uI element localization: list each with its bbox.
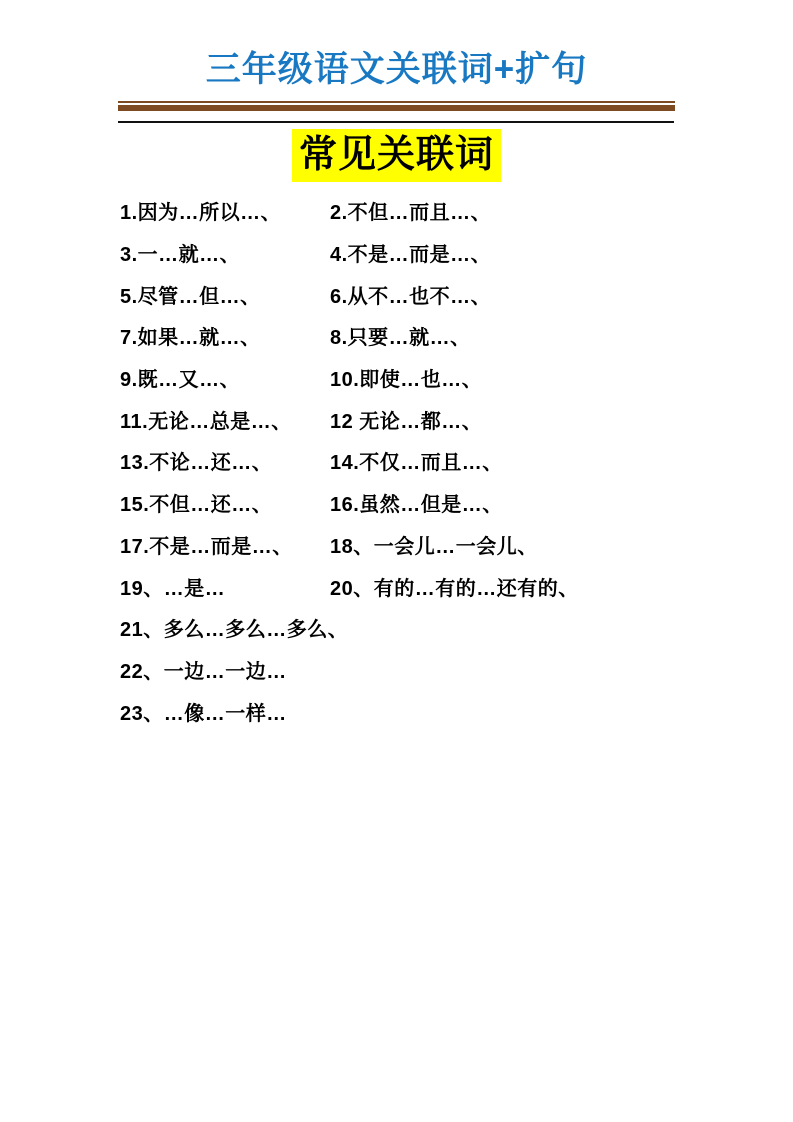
list-item-12: 12 无论…都…、 <box>330 410 483 433</box>
page-title: 三年级语文关联词+扩句 <box>205 50 588 89</box>
conjunction-list <box>120 190 680 732</box>
list-item-3: 3.一…就…、 <box>120 244 241 267</box>
section-heading <box>0 129 793 182</box>
list-item-23: 23、…像…一样… <box>120 702 287 725</box>
list-item-4: 4.不是…而是…、 <box>330 244 492 267</box>
list-item-21: 21、多么…多么…多么、 <box>120 619 349 642</box>
section-heading-highlight: 常见关联词 <box>292 129 501 182</box>
section-divider-line <box>118 121 674 123</box>
list-item-empty-c <box>330 690 680 732</box>
list-item-22: 22、一边…一边… <box>120 660 287 683</box>
list-item-8: 8.只要…就…、 <box>330 327 471 350</box>
list-item-11: 11.无论…总是…、 <box>120 410 292 433</box>
list-item-empty-b <box>330 649 680 691</box>
list-item-13: 13.不论…还…、 <box>120 452 273 475</box>
list-item-18: 18、一会儿…一会儿、 <box>330 535 538 558</box>
rule-thick-line <box>118 105 675 111</box>
list-item-5: 5.尽管…但…、 <box>120 285 261 308</box>
list-item-16: 16.虽然…但是…、 <box>330 494 503 517</box>
list-item-15: 15.不但…还…、 <box>120 494 273 517</box>
list-item-14: 14.不仅…而且…、 <box>330 452 503 475</box>
list-item-6: 6.从不…也不…、 <box>330 285 492 308</box>
list-item-empty-a <box>330 607 680 649</box>
list-item-10: 10.即使…也…、 <box>330 369 483 392</box>
list-item-7: 7.如果…就…、 <box>120 327 261 350</box>
title-underline-rule <box>118 101 675 111</box>
list-item-19: 19、…是… <box>120 577 226 600</box>
list-item-9: 9.既…又…、 <box>120 369 241 392</box>
list-item-20: 20、有的…有的…还有的、 <box>330 577 579 600</box>
list-item-17: 17.不是…而是…、 <box>120 535 293 558</box>
list-item-1: 1.因为…所以…、 <box>120 202 282 225</box>
list-item-2: 2.不但…而且…、 <box>330 202 492 225</box>
